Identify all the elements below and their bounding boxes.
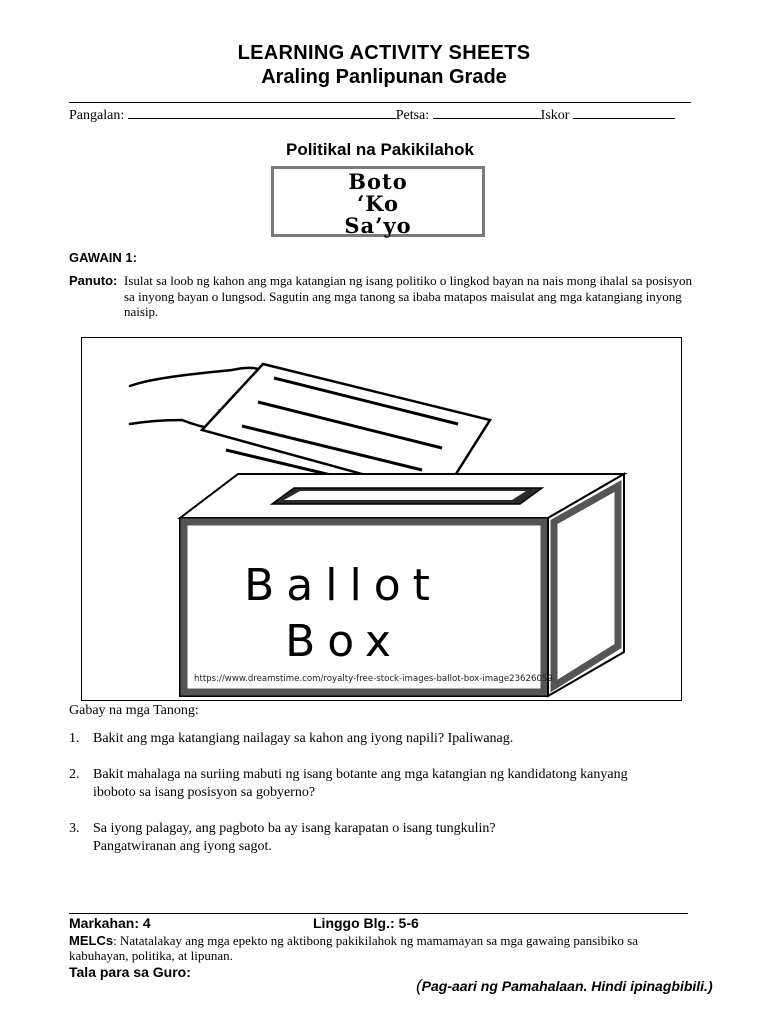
score-field[interactable] [573,106,675,119]
quarter-label: Markahan: 4 [69,915,151,931]
questions-heading: Gabay na mga Tanong: [69,703,199,718]
activity-label: GAWAIN 1: [69,250,137,265]
footer-divider [69,913,688,914]
question-3-text-cont: Pangatwiranan ang iyong sagot. [93,839,272,854]
date-field[interactable] [433,106,541,119]
copyright-notice [416,976,713,996]
box-slot-inner [284,491,526,500]
badge-line-2: ‘Ko [356,191,400,216]
question-2-number: 2. [69,767,80,782]
copyright-text: Pag-aari ng Pamahalaan. Hindi ipinagbibili.) [421,978,713,994]
ballot-box-drawing [82,338,681,700]
score-label: Iskor [540,108,570,123]
name-label: Pangalan: [69,108,125,123]
image-credit: https://www.dreamstime.com/royalty-free-stock-images-ballot-box-image23626059 [194,674,553,684]
teacher-note-label: Tala para sa Guro: [69,964,191,980]
badge-line-3: Sa’yo [344,213,412,238]
sheet-subtitle: Araling Panlipunan Grade [261,66,507,88]
melcs-label: MELCs [69,933,114,948]
question-2-text-cont: iboboto sa isang posisyon sa gobyerno? [93,785,316,800]
copyright-paren: ( [416,976,422,995]
instruction-label: Panuto: [69,273,118,288]
box-text-ballot: Ballot [244,560,442,611]
date-label: Petsa: [395,108,430,123]
header-divider [69,102,691,103]
question-1-text: Bakit ang mga katangiang nailagay sa kahon ang iyong napili? Ipaliwanag. [93,731,514,746]
badge-line-1: Boto [348,169,408,194]
question-3-number: 3. [69,821,80,836]
week-label: Linggo Blg.: 5-6 [313,915,419,931]
name-field[interactable] [128,106,396,119]
box-text-box: Box [285,616,403,667]
ballot-box-illustration [81,337,682,701]
melcs-block [69,933,669,963]
question-2-text: Bakit mahalaga na suriing mabuti ng isang botante ang mga katangian ng kandidatong kanyang [93,767,628,782]
question-1-number: 1. [69,731,80,746]
sheet-title: LEARNING ACTIVITY SHEETS [237,42,531,64]
title-badge [271,166,485,237]
subject-title: Politikal na Pakikilahok [285,140,475,159]
info-line [69,106,675,124]
question-3-text: Sa iyong palagay, ang pagboto ba ay isang karapatan o isang tungkulin? [93,821,496,836]
instruction-text: Isulat sa loob ng kahon ang mga katangian ng isang politiko o lingkod bayan na nais mong ihalal sa posisyon sa inyong bayan o lungsod. Sagutin ang mga tanong sa ibaba matapos maisulat ang mga katangiang inyong naisip. [124,273,692,319]
melcs-text: : Natatalakay ang mga epekto ng aktibong pakikilahok ng mamamayan sa mga gawaing pansibiko sa kabuhayan, politika, at lipunan. [69,933,638,963]
